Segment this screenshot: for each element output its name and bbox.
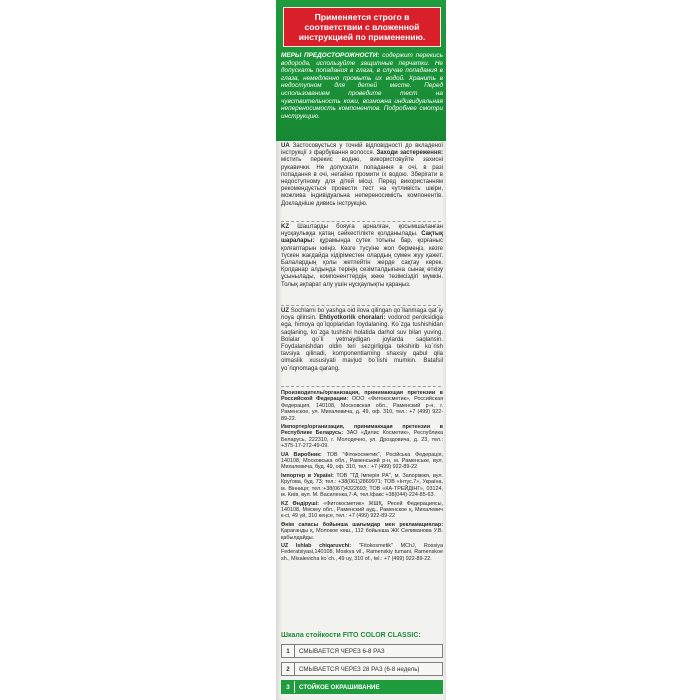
uz-text-1: Sochlarni bo`yashga oid ilova qilingan qo`llanmaga qat`iy rioya qilinsin. <box>281 308 443 322</box>
scale-row-2 <box>281 662 443 676</box>
ua-importer-heading: Імпортер в Україні: <box>281 472 337 479</box>
instruction-banner <box>283 7 441 47</box>
ua-manufacturer <box>281 452 443 471</box>
ru-manufacturer-heading: Производитель/организация, принимающая претензии в Российской Федерации: <box>281 390 443 403</box>
ua-importer-text: ТОВ "ТД Імперія РА", м. Запоріжжя, вул. Круґова, буд. 73; тел.: +38(061)2869971; ТОВ «Інтус.7», Україна, м. Вінниця; тел.:+38(067)4322693; ТОВ «КА-ТРЕЙДІНГ», 03124, м. Київ, вул. М. Василенка,7-А, тел./факс +38(044)-224-85-63. <box>281 472 443 499</box>
kz-code: KZ <box>281 224 298 230</box>
durability-scale-title: Шкала стойкости FITO COLOR CLASSIC: <box>281 632 421 639</box>
kz-claims-heading: Өнім сапасы бойынша шағымдар мен рекламациялар: <box>281 521 443 528</box>
package-side-panel <box>276 0 446 700</box>
uz-heading: Ehtiyotkorlik choralari: <box>319 315 389 322</box>
scale-row-number: 2 <box>282 663 295 675</box>
by-importer-text: ЗАО «Дилис Косметик», Республика Беларусь, 222310, г. Молодечно, ул. Дроздовича, д. 23, тел.: +375-17-272-49-09. <box>281 430 443 450</box>
scale-row-label: СТОЙКОЕ ОКРАШИВАНИЕ <box>299 683 380 691</box>
divider <box>281 386 441 387</box>
uz-text-2: vodorod peroksidiga ega, himoya qo`lqoplaridan foydalaning. Ko`zga tushishidan saqlaning, ko`zga tushishi holatida darhol suv bilan yuving. Bolalar qo`li yetmaydigan joylarda saqlansin. Foydalanishdan oldin teri sezgirligiga tekshirib ko`rish tavsiya qilinadi, komponentlarning shaxsiy qabul qila olmaslik xususiyati mavjud bo`lishi mumkin. Batafsil yo`riqnomaga qarang. <box>281 315 443 372</box>
uz-manufacturer-text: "Fitokosmetik" MChJ, Rossiya Federatsiyasi,140108, Moskva vil., Ramenskiy tumani, Ramenskoe sh., Mixalevicha ko`ch., 49 uy, 310 of., tel.: +7 (499) 922-89-22. <box>281 542 443 562</box>
ua-heading: Заходи застереження: <box>376 150 443 157</box>
uz-manufacturer <box>281 543 443 562</box>
kz-manufacturer-text: «Фитокосметик» ЖШҚ, Ресей Федерациясы, 140108, Мәскеу обл., Раменский ауд., Раменское қ, Михалевич к-сі, 49 үй, 310 кеңсе, тел.: +7 (499) 922-89-22 <box>281 500 443 520</box>
divider <box>281 305 441 306</box>
ua-text-1: Застосовується у точній відповідності до вкладеної інструкції з фарбування волосся. <box>281 143 443 157</box>
kz-text-1: Шаштарды бояуға арналған, қосымшаланған нұсқаулыққа қатаң сәйкестілікте қолданылады. <box>281 224 443 238</box>
ua-importer <box>281 473 443 499</box>
green-header-area <box>276 0 446 141</box>
scale-row-1 <box>281 644 443 658</box>
kz-heading: Сақтық шаралары: <box>281 231 443 245</box>
kz-claims-text: Қарағанды қ, Молокое көш., 112 бойынша ЖК Селиванова У.В. қабылдайды. <box>281 528 443 541</box>
scale-row-label: СМЫВАЕТСЯ ЧЕРЕЗ 6-8 РАЗ <box>299 647 385 655</box>
by-importer-heading: Импортер/организация, принимающая претензии в Республике Беларусь: <box>281 424 443 437</box>
scale-row-3 <box>281 680 443 694</box>
by-importer <box>281 424 443 450</box>
ru-manufacturer-text: ООО «Фитокосметик», Российская Федерация, 140108, Московская обл., Раменский р-н, г. Раменское, ул. Михалевича, д. 49, оф. 310, тел.: +7 (499) 922-89-22. <box>281 396 443 422</box>
uz-section <box>281 308 443 373</box>
scale-row-label: СМЫВАЕТСЯ ЧЕРЕЗ 28 РАЗ (6-8 недель) <box>299 665 420 673</box>
kz-manufacturer <box>281 501 443 520</box>
ua-code: UA <box>281 143 293 149</box>
kz-text-2: құрамында сутек тотығы бар, қорғаныс қолғаптарын киіңіз. Көзге түсуіне жол бермеңіз, көзге түскен жағдайда кідіріместен олардың сумен жуу қажет. Балалардың қолы жетпейтін жерде сақтау керек. Қолданар алдында теріңің сезімталдығына сынақ өткізу ұсынылады, компоненттердің жеке төзімсіздігі мүмкін. Толық ақпарат алу үшін нұсқаулықты қараңыз. <box>281 238 443 288</box>
ua-section <box>281 143 443 208</box>
kz-claims <box>281 522 443 541</box>
banner-line-2: соответствии с вложенной <box>304 22 420 32</box>
kz-section <box>281 224 443 289</box>
banner-line-3: инструкцией по применению. <box>298 32 426 42</box>
ru-precautions <box>281 52 443 120</box>
scale-row-number: 3 <box>282 681 295 693</box>
kz-manufacturer-heading: KZ Өндіруші: <box>281 500 324 507</box>
uz-code: UZ <box>281 308 291 314</box>
manufacturers-section <box>281 390 443 564</box>
scale-row-number: 1 <box>282 645 295 657</box>
uz-manufacturer-heading: UZ Ishlab chiqaruvchi: <box>281 542 359 549</box>
divider <box>281 221 441 222</box>
ru-precautions-text: содержит перекись водорода, используйте защитные перчатки. Не допускать попадания в глаза, в случае попадания в глаза, немедленно промыть их водой. Хранить в недоступном для детей месте. Перед использованием проведите тест на чувствительность кожи, возможна индивидуальная непереносимость компонентов. Подробнее смотри инструкцию. <box>281 52 443 120</box>
ua-manufacturer-heading: UA Виробник: <box>281 451 327 458</box>
banner-line-1: Применяется строго в <box>314 12 410 22</box>
ua-manufacturer-text: ТОВ "Фітокосметик", Російська Федерація, 140108, Московська обл., Раменський р-н, м. Раменське, вул. Михалевича, буд. 49, оф. 310, тел.: +7 (499) 922-89-22 <box>281 451 443 471</box>
ru-precautions-heading: МЕРЫ ПРЕДОСТОРОЖНОСТИ: <box>281 52 383 59</box>
ua-text-2: містить перекис водню, використовуйте захисні рукавички. Не допускати попадання в очі, в разі попадання в очі, негайно промити їх водою. Зберігати в недоступному для дітей місці. Перед використанням рекомендується провести тест на чутливість шкіри, можлива індивідуальна непереносимість компонентів. Докладніше дивись інструкцію. <box>281 157 443 207</box>
ru-manufacturer <box>281 390 443 422</box>
